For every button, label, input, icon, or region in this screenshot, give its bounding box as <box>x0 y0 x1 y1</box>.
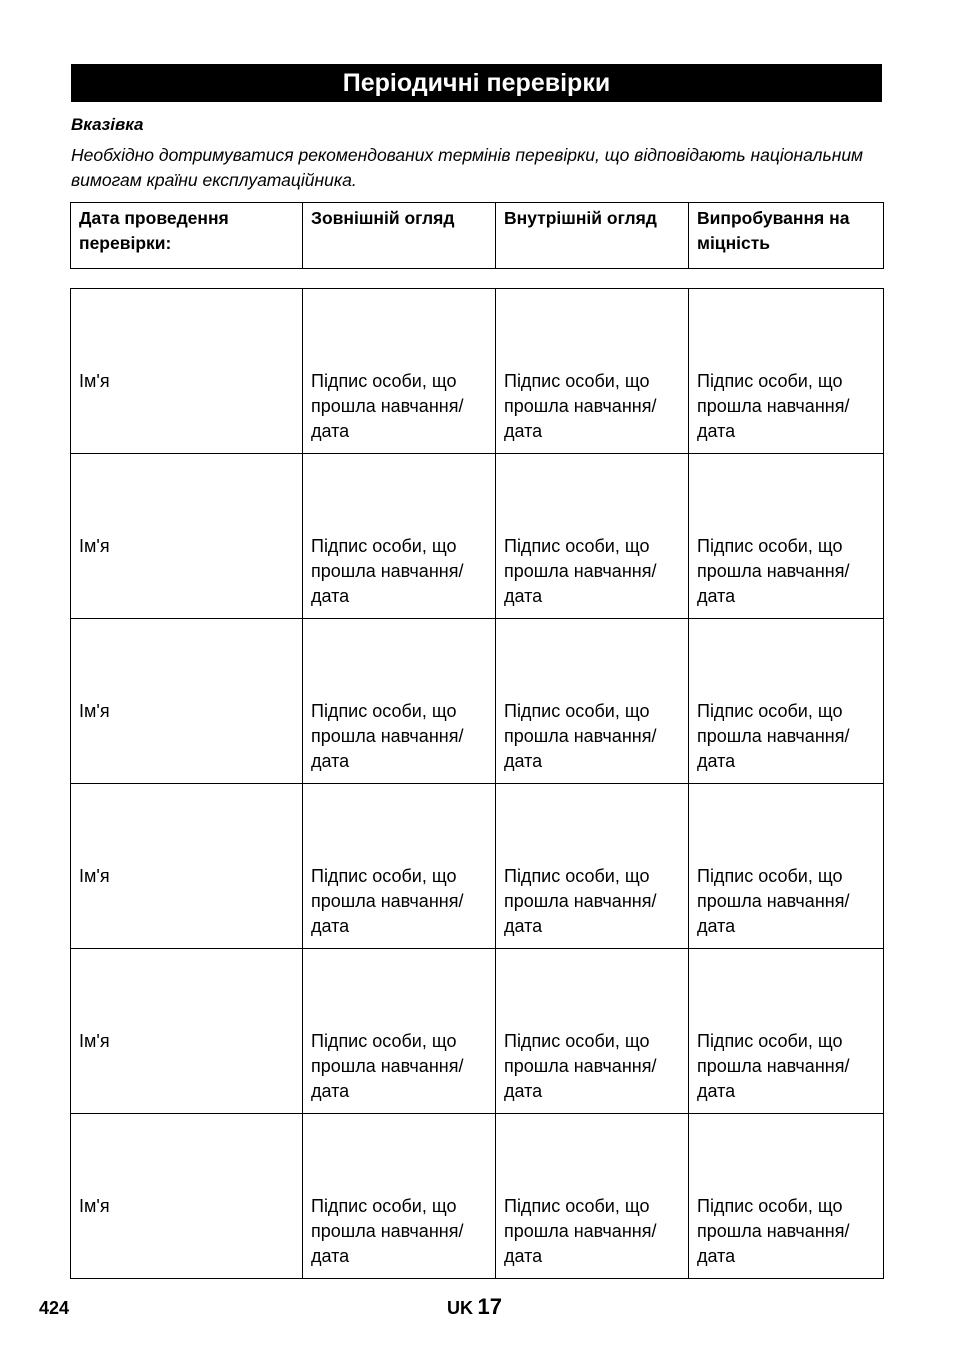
table-row <box>71 289 884 454</box>
signature-cell: Підпис особи, що прошла навчання/ дата <box>496 1114 689 1279</box>
header-row <box>71 203 884 269</box>
page-title: Періодичні перевірки <box>71 64 882 102</box>
signature-cell: Підпис особи, що прошла навчання/ дата <box>303 949 496 1114</box>
name-cell: Ім'я <box>71 1114 303 1279</box>
header-date: Дата проведення перевірки: <box>71 203 303 269</box>
table-row <box>71 949 884 1114</box>
name-cell: Ім'я <box>71 454 303 619</box>
table-row <box>71 784 884 949</box>
page-number: 424 <box>39 1298 70 1318</box>
note-heading: Вказівка <box>71 115 144 134</box>
header-strength-test: Випробування на міцність <box>689 203 884 269</box>
name-cell: Ім'я <box>71 784 303 949</box>
signature-cell: Підпис особи, що прошла навчання/ дата <box>496 784 689 949</box>
note-text: Необхідно дотримуватися рекомендованих термінів перевірки, що відповідають національним вимогам країни експлуатаційника. <box>71 145 864 190</box>
name-cell: Ім'я <box>71 949 303 1114</box>
header-external-inspection: Зовнішній огляд <box>303 203 496 269</box>
section-page-label <box>447 1294 502 1320</box>
signature-cell: Підпис особи, що прошла навчання/ дата <box>689 454 884 619</box>
signature-cell: Підпис особи, що прошла навчання/ дата <box>303 784 496 949</box>
name-cell: Ім'я <box>71 289 303 454</box>
signature-cell: Підпис особи, що прошла навчання/ дата <box>689 1114 884 1279</box>
name-cell: Ім'я <box>71 619 303 784</box>
signature-cell: Підпис особи, що прошла навчання/ дата <box>689 949 884 1114</box>
signature-cell: Підпис особи, що прошла навчання/ дата <box>303 289 496 454</box>
header-internal-inspection: Внутрішній огляд <box>496 203 689 269</box>
signature-cell: Підпис особи, що прошла навчання/ дата <box>689 289 884 454</box>
signature-cell: Підпис особи, що прошла навчання/ дата <box>496 619 689 784</box>
signature-cell: Підпис особи, що прошла навчання/ дата <box>303 454 496 619</box>
table-row <box>71 454 884 619</box>
table-row <box>71 1114 884 1279</box>
signature-cell: Підпис особи, що прошла навчання/ дата <box>496 289 689 454</box>
signature-cell: Підпис особи, що прошла навчання/ дата <box>689 784 884 949</box>
signature-cell: Підпис особи, що прошла навчання/ дата <box>303 1114 496 1279</box>
signature-cell: Підпис особи, що прошла навчання/ дата <box>303 619 496 784</box>
signature-cell: Підпис особи, що прошла навчання/ дата <box>496 454 689 619</box>
inspection-header-table <box>70 202 884 269</box>
table-row <box>71 619 884 784</box>
signature-cell: Підпис особи, що прошла навчання/ дата <box>689 619 884 784</box>
inspection-record-table <box>70 288 884 1279</box>
signature-cell: Підпис особи, що прошла навчання/ дата <box>496 949 689 1114</box>
section-page-number: 17 <box>477 1294 502 1319</box>
language-code: UK <box>447 1298 473 1318</box>
